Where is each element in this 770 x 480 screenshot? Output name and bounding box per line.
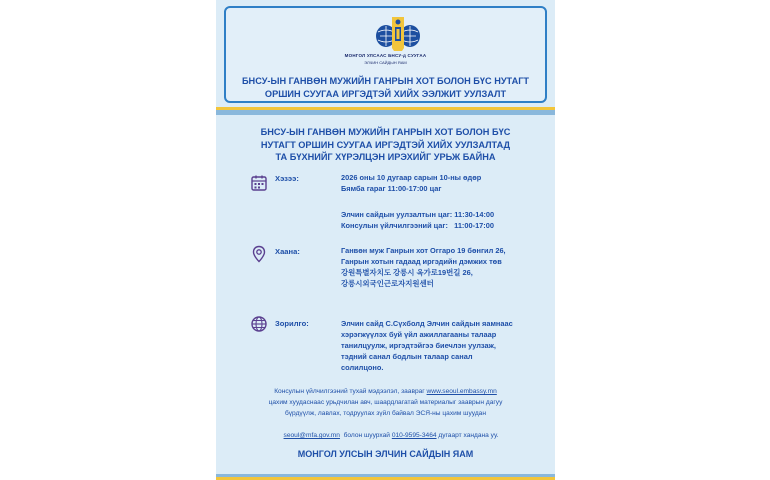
consular-info-note — [216, 386, 555, 452]
invitation-text — [216, 126, 555, 164]
purpose-line1: Элчин сайд С.Сүхболд Элчин сайдын яамнаас — [341, 319, 513, 328]
globe-icon — [250, 315, 268, 333]
location-pin-icon — [250, 245, 268, 263]
note-line4 — [216, 419, 555, 452]
address-line2: Ганрын хотын гадаад иргэдийн дэмжих төв — [341, 257, 502, 266]
header-title-line1: БНСУ-ЫН ГАНВӨН МУЖИЙН ГАНРЫН ХОТ БОЛОН БҮС НУТАГТ — [241, 76, 530, 86]
invitation-line3: ТА БҮХНИЙГ ХҮРЭЛЦЭН ИРЭХИЙГ УРЬЖ БАЙНА — [275, 152, 496, 162]
decorative-band-bottom — [216, 474, 555, 480]
where-label: Хаана: — [275, 247, 300, 256]
note-line3: бүрдүүлж, лавлах, тодруулах зүйл байвал ЭСЯ-ны цахим шуудан — [284, 410, 486, 417]
note-line1 — [216, 386, 555, 397]
purpose-line4: тэдний санал бодлын талаар санал — [341, 352, 473, 361]
purpose-line5: солилцоно. — [341, 363, 384, 372]
note-line4-end: дугаарт хандана уу. — [436, 432, 499, 439]
hotline-phone-link[interactable]: 010-9595-3464 — [391, 432, 437, 439]
address-line1: Ганвөн муж Ганрын хот Оггаро 19 бөнгил 26, — [341, 246, 506, 255]
embassy-meeting-hours: Элчин сайдын уулзалтын цаг: 11:30-14:00 — [341, 210, 495, 219]
address-line3-korean: 강원특별자치도 강릉시 옥가로19번길 26, — [341, 268, 473, 277]
calendar-icon — [250, 174, 268, 192]
when-label: Хэзээ: — [275, 174, 299, 183]
purpose-label: Зорилго: — [275, 319, 309, 328]
note-line2: цахим хуудаснаас урьдчилан авч, шаардлагатай материалыг зааврын дагуу — [268, 399, 503, 406]
emblem-caption-line1: МОНГОЛ УЛСААС БНСУ-д СУУГАА — [344, 53, 427, 58]
note-line4-mid: болон шуурхай — [339, 432, 392, 439]
invitation-poster — [216, 0, 555, 480]
embassy-email-link[interactable]: seoul@mfa.gov.mn — [283, 432, 340, 439]
purpose-line2: хэрэгжүүлэх буй үйл ажиллагааны талаар — [341, 330, 497, 339]
decorative-band-top — [216, 107, 555, 115]
address-line4-korean: 강릉시외국인근로자지원센터 — [341, 279, 434, 288]
purpose-line3: танилцуулж, иргэдтэйгээ биечлэн уулзаж, — [341, 341, 496, 350]
embassy-emblem-icon — [374, 12, 422, 52]
event-day-time: Бямба гараг 11:00-17:00 цаг — [341, 184, 442, 193]
event-date: 2026 оны 10 дугаар сарын 10-ны өдөр — [341, 173, 482, 182]
header-box — [224, 6, 547, 103]
header-title-line2: ОРШИН СУУГАА ИРГЭДТЭЙ ХИЙХ ЭЭЛЖИТ УУЛЗАЛТ — [264, 88, 507, 99]
consular-service-hours: Консулын үйлчилгээний цаг: 11:00-17:00 — [341, 221, 494, 230]
note-line1-text: Консулын үйлчилгээний тухай мэдээлэл, заавраг — [274, 388, 427, 395]
invitation-line2: НУТАГТ ОРШИН СУУГАА ИРГЭДТЭЙ ХИЙХ УУЛЗАЛТАД — [260, 139, 511, 150]
invitation-line1: БНСУ-ЫН ГАНВӨН МУЖИЙН ГАНРЫН ХОТ БОЛОН БҮС — [260, 127, 511, 137]
header-title — [226, 75, 545, 100]
emblem-caption-line2: ЭЛЧИН САЙДЫН ЯАМ — [364, 60, 407, 65]
embassy-website-link[interactable]: www.seoul.embassy.mn — [426, 388, 497, 395]
organization-name: МОНГОЛ УЛСЫН ЭЛЧИН САЙДЫН ЯАМ — [297, 449, 474, 459]
